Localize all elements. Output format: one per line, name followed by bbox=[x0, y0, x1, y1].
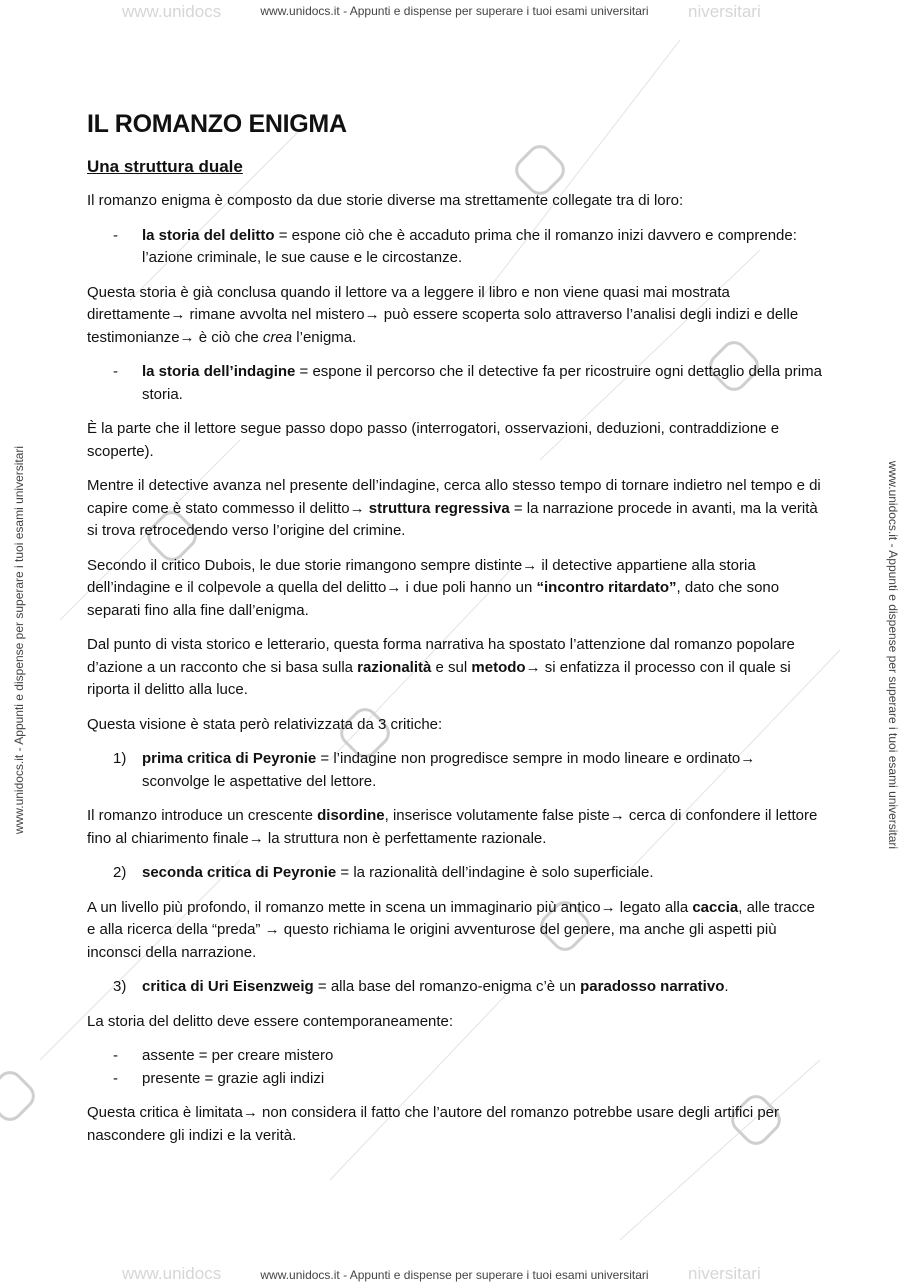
bold-term: disordine bbox=[317, 807, 385, 824]
watermark-ghost-right: niversitari bbox=[688, 2, 761, 21]
paragraph-dubois bbox=[87, 555, 822, 623]
paragraph-critiche-intro: Questa visione è stata però relativizzata da 3 critiche: bbox=[87, 715, 443, 733]
bullet-marker: - bbox=[113, 1069, 118, 1087]
item-text: = la razionalità dell’indagine è solo superficiale. bbox=[336, 864, 654, 881]
bullet-item-assente bbox=[87, 1045, 822, 1068]
text-span: , alle tracce e alla ricerca della “preda” → questo richiama le origini avventurose del genere, ma anche gli aspetti più inconsci della narrazione. bbox=[87, 898, 815, 961]
item-text: = l’indagine non progredisce sempre in modo lineare e ordinato→ sconvolge le aspettative del lettore. bbox=[142, 750, 756, 790]
bullet-text: = espone il percorso che il detective fa per ricostruire ogni dettaglio della prima storia. bbox=[142, 363, 822, 403]
bullet-marker: - bbox=[113, 226, 118, 244]
text-span: Il romanzo introduce un crescente bbox=[87, 807, 318, 824]
watermark-side-right: www.unidocs.it - Appunti e dispense per superare i tuoi esami universitari bbox=[886, 460, 900, 850]
bold-term: razionalità bbox=[357, 658, 432, 676]
numbered-item-3 bbox=[87, 976, 822, 999]
number-marker: 1) bbox=[113, 750, 127, 767]
paragraph-caccia bbox=[87, 897, 822, 965]
text-span: Questa storia è già conclusa quando il lettore va a leggere il libro e non viene quasi mai mostrata direttamente→ rimane avvolta nel mistero→ può essere scoperta solo attraverso l’analisi degli indizi e delle testimonianze→ è ciò che bbox=[87, 283, 799, 346]
item-term: critica di Uri Eisenzweig bbox=[142, 978, 314, 995]
paragraph-parte-lettore: È la parte che il lettore segue passo dopo passo (interrogatori, osservazioni, deduzioni, contraddizione e scoperte). bbox=[87, 420, 780, 460]
bullet-text: = espone ciò che è accaduto prima che il romanzo inizi davvero e comprende: l’azione criminale, le sue cause e le circostanze. bbox=[142, 226, 797, 266]
text-span: , inserisce volutamente false piste→ cerca di confondere il lettore fino al chiarimento finale→ la struttura non è perfettamente razionale. bbox=[87, 807, 818, 847]
watermark-side-left: www.unidocs.it - Appunti e dispense per superare i tuoi esami universitari bbox=[12, 445, 26, 835]
bold-term: caccia bbox=[692, 898, 739, 916]
bullet-item-presente bbox=[87, 1068, 822, 1091]
bullet-text: assente = per creare mistero bbox=[142, 1047, 334, 1064]
bullet-item-indagine bbox=[87, 361, 822, 406]
section-heading: Una struttura duale bbox=[87, 157, 243, 176]
text-span: A un livello più profondo, il romanzo mette in scena un immaginario più antico→ legato alla bbox=[87, 898, 693, 916]
bullet-term: la storia del delitto bbox=[142, 226, 275, 244]
bullet-marker: - bbox=[113, 1047, 118, 1064]
item-term: prima critica di Peyronie bbox=[142, 750, 317, 767]
paragraph-storico-letterario bbox=[87, 634, 822, 702]
item-text: = alla base del romanzo-enigma c’è un bbox=[313, 978, 581, 995]
bold-term: struttura regressiva bbox=[368, 499, 510, 517]
item-end: . bbox=[724, 978, 729, 995]
italic-term: crea bbox=[262, 328, 293, 346]
text-span: Mentre il detective avanza nel presente dell’indagine, cerca allo stesso tempo di tornare indietro nel tempo e di capire come è stato commesso il delitto→ bbox=[87, 477, 821, 517]
paragraph-struttura-regressiva bbox=[87, 475, 822, 543]
item-term: seconda critica di Peyronie bbox=[142, 864, 337, 881]
watermark-ghost-left: www.unidocs bbox=[122, 2, 222, 21]
watermark-footer: www.unidocs.it - Appunti e dispense per superare i tuoi esami universitari bbox=[260, 1268, 649, 1282]
bullet-marker: - bbox=[113, 363, 118, 380]
watermark-ghost-bottom-left: www.unidocs bbox=[122, 1264, 222, 1283]
text-span: → si enfatizza il processo con il quale si riporta il delitto alla luce. bbox=[87, 658, 791, 698]
text-span: Secondo il critico Dubois, le due storie rimangono sempre distinte→ il detective appartiene alla storia dell’indagine e il colpevole a quella del delitto→ i due poli hanno un bbox=[87, 556, 756, 596]
text-span: = la narrazione procede in avanti, ma la verità si trova retrocedendo verso l’origine del crimine. bbox=[87, 499, 818, 539]
paragraph-storia-conclusa bbox=[87, 282, 822, 350]
text-span: , dato che sono separati fino alla fine dall’enigma. bbox=[87, 579, 780, 619]
paragraph-disordine bbox=[87, 805, 822, 850]
page-title: IL ROMANZO ENIGMA bbox=[87, 110, 347, 138]
bullet-term: la storia dell’indagine bbox=[142, 363, 296, 380]
watermark-ghost-bottom-right: niversitari bbox=[688, 1264, 761, 1283]
bold-term: “incontro ritardato” bbox=[536, 579, 677, 596]
text-span: Dal punto di vista storico e letterario, questa forma narrativa ha spostato l’attenzione dal romanzo popolare d’azione a un racconto che si basa sulla bbox=[87, 636, 795, 676]
text-span: l’enigma. bbox=[292, 328, 357, 346]
paragraph-contemporaneamente: La storia del delitto deve essere contemporaneamente: bbox=[87, 1012, 454, 1030]
bullet-text: presente = grazie agli indizi bbox=[142, 1069, 325, 1087]
number-marker: 2) bbox=[113, 864, 127, 881]
number-marker: 3) bbox=[113, 978, 127, 995]
paragraph-critica-limitata: Questa critica è limitata→ non considera il fatto che l’autore del romanzo potrebbe usare degli artifici per nascondere gli indizi e la verità. bbox=[87, 1104, 780, 1144]
watermark-header: www.unidocs.it - Appunti e dispense per superare i tuoi esami universitari bbox=[260, 4, 649, 18]
bullet-item-delitto bbox=[87, 225, 822, 270]
bold-term: metodo bbox=[471, 658, 526, 676]
paragraph-intro: Il romanzo enigma è composto da due storie diverse ma strettamente collegate tra di loro: bbox=[87, 192, 684, 209]
document-body bbox=[87, 108, 822, 1159]
numbered-item-1 bbox=[87, 748, 822, 793]
text-span: e sul bbox=[431, 658, 472, 676]
item-term-2: paradosso narrativo bbox=[580, 978, 725, 995]
numbered-item-2 bbox=[87, 862, 822, 885]
